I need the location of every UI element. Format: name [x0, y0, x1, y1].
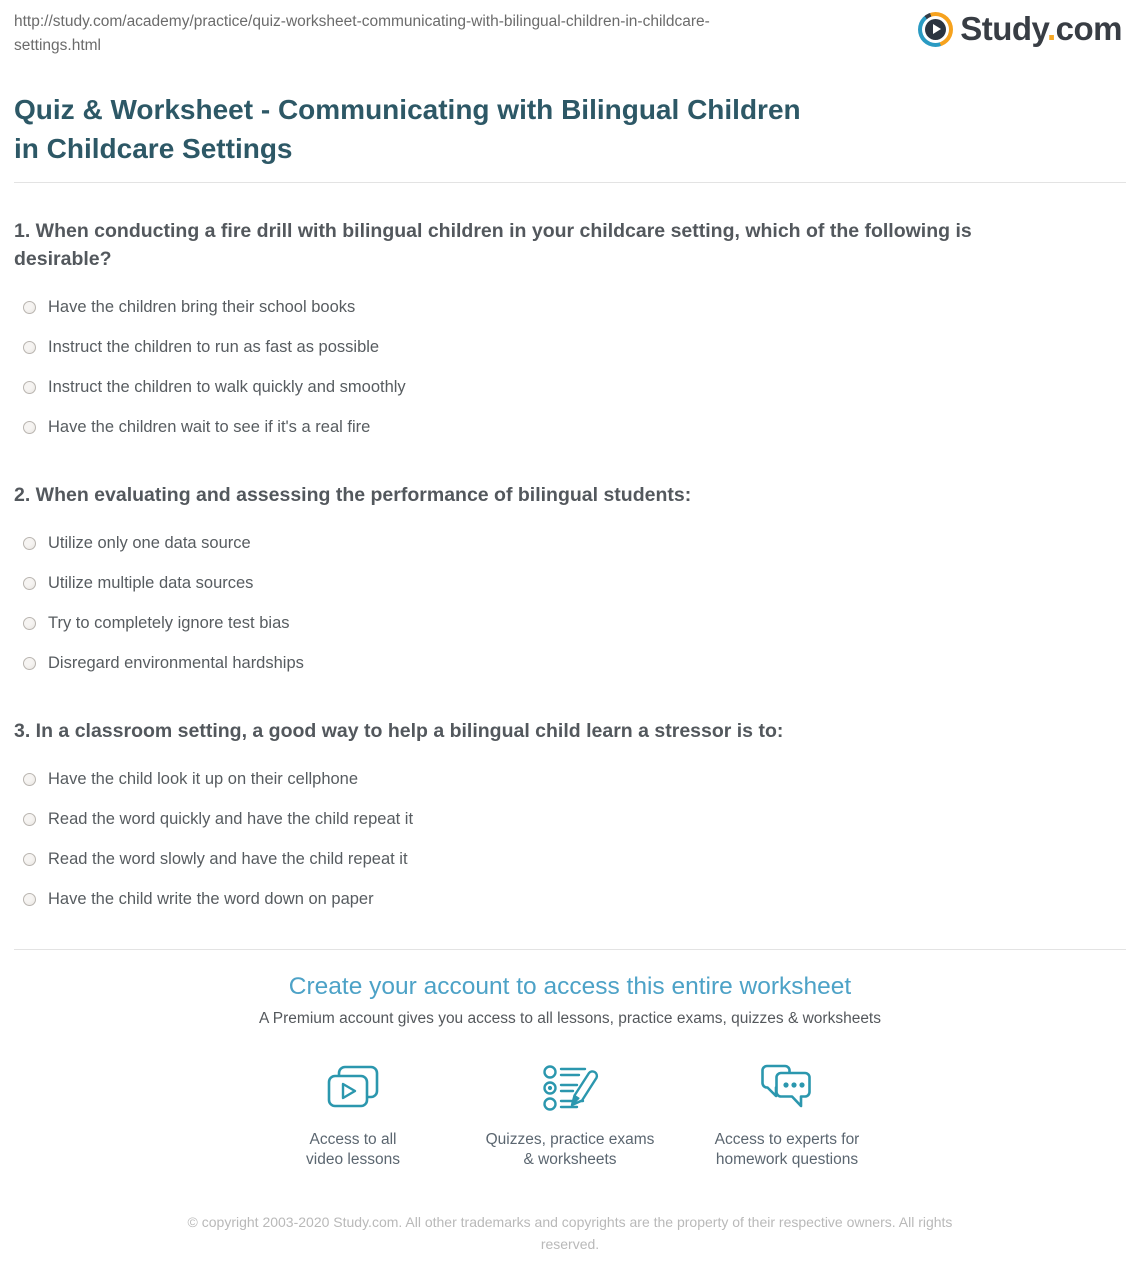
radio-button[interactable] [23, 773, 36, 786]
title-divider [14, 182, 1126, 183]
question-3-options [14, 759, 1126, 919]
question-1-text: 1. When conducting a fire drill with bilingual children in your childcare setting, which of the following is desirable? [14, 220, 972, 270]
option-label: Read the word quickly and have the child repeat it [48, 809, 414, 828]
quizzes-worksheets-icon [470, 1060, 670, 1118]
radio-button[interactable] [23, 537, 36, 550]
radio-button[interactable] [23, 813, 36, 826]
studycom-play-icon [918, 12, 953, 47]
question-2-text: 2. When evaluating and assessing the performance of bilingual students: [14, 484, 692, 506]
radio-button[interactable] [23, 893, 36, 906]
answer-option[interactable] [14, 327, 1126, 367]
feature-video-lessons [253, 1060, 453, 1170]
answer-option[interactable] [14, 643, 1126, 683]
answer-option[interactable] [14, 603, 1126, 643]
answer-option[interactable] [14, 563, 1126, 603]
radio-button[interactable] [23, 341, 36, 354]
option-label: Read the word slowly and have the child repeat it [48, 849, 408, 868]
question-1 [14, 217, 1126, 447]
cta-subheading: A Premium account gives you access to all lessons, practice exams, quizzes & worksheets [259, 1010, 881, 1027]
question-1-options [14, 287, 1126, 447]
answer-option[interactable] [14, 367, 1126, 407]
cta-divider [14, 949, 1126, 950]
option-label: Disregard environmental hardships [48, 653, 304, 672]
copyright-text: © copyright 2003-2020 Study.com. All other trademarks and copyrights are the property of their respective owners. All rights reserved. [187, 1214, 953, 1252]
video-lessons-icon [253, 1060, 453, 1118]
question-2 [14, 481, 1126, 683]
radio-button[interactable] [23, 421, 36, 434]
option-label: Have the child write the word down on paper [48, 889, 374, 908]
question-2-options [14, 523, 1126, 683]
radio-button[interactable] [23, 617, 36, 630]
option-label: Try to completely ignore test bias [48, 613, 290, 632]
answer-option[interactable] [14, 839, 1126, 879]
answer-option[interactable] [14, 759, 1126, 799]
radio-button[interactable] [23, 381, 36, 394]
radio-button[interactable] [23, 853, 36, 866]
question-3 [14, 717, 1126, 919]
answer-option[interactable] [14, 287, 1126, 327]
cta-heading[interactable]: Create your account to access this entire worksheet [288, 973, 852, 1000]
answer-option[interactable] [14, 879, 1126, 919]
feature-label: Access to experts for homework questions [714, 1131, 860, 1168]
feature-label: Access to all video lessons [306, 1131, 400, 1168]
feature-label: Quizzes, practice exams & worksheets [485, 1131, 655, 1168]
page-title: Quiz & Worksheet - Communicating with Bilingual Children in Childcare Settings [14, 94, 801, 164]
studycom-wordmark: Study.com [960, 10, 1122, 47]
page-header [14, 10, 1126, 66]
radio-button[interactable] [23, 657, 36, 670]
option-label: Instruct the children to run as fast as possible [48, 337, 380, 356]
option-label: Have the children wait to see if it's a real fire [48, 417, 371, 436]
studycom-logo[interactable] [918, 10, 1122, 48]
answer-option[interactable] [14, 407, 1126, 447]
feature-quizzes-worksheets [470, 1060, 670, 1170]
option-label: Utilize multiple data sources [48, 573, 254, 592]
feature-expert-help [687, 1060, 887, 1170]
radio-button[interactable] [23, 301, 36, 314]
experts-chat-icon [687, 1060, 887, 1118]
option-label: Utilize only one data source [48, 533, 251, 552]
option-label: Instruct the children to walk quickly and smoothly [48, 377, 406, 396]
answer-option[interactable] [14, 523, 1126, 563]
cta-section [14, 973, 1126, 1170]
answer-option[interactable] [14, 799, 1126, 839]
question-3-text: 3. In a classroom setting, a good way to help a bilingual child learn a stressor is to: [14, 720, 784, 742]
option-label: Have the child look it up on their cellphone [48, 769, 359, 788]
radio-button[interactable] [23, 577, 36, 590]
page-footer [14, 1212, 1126, 1255]
feature-list [14, 1060, 1126, 1170]
option-label: Have the children bring their school books [48, 297, 356, 316]
page-url: http://study.com/academy/practice/quiz-worksheet-communicating-with-bilingual-children-in-childcare-settings.html [14, 13, 710, 55]
